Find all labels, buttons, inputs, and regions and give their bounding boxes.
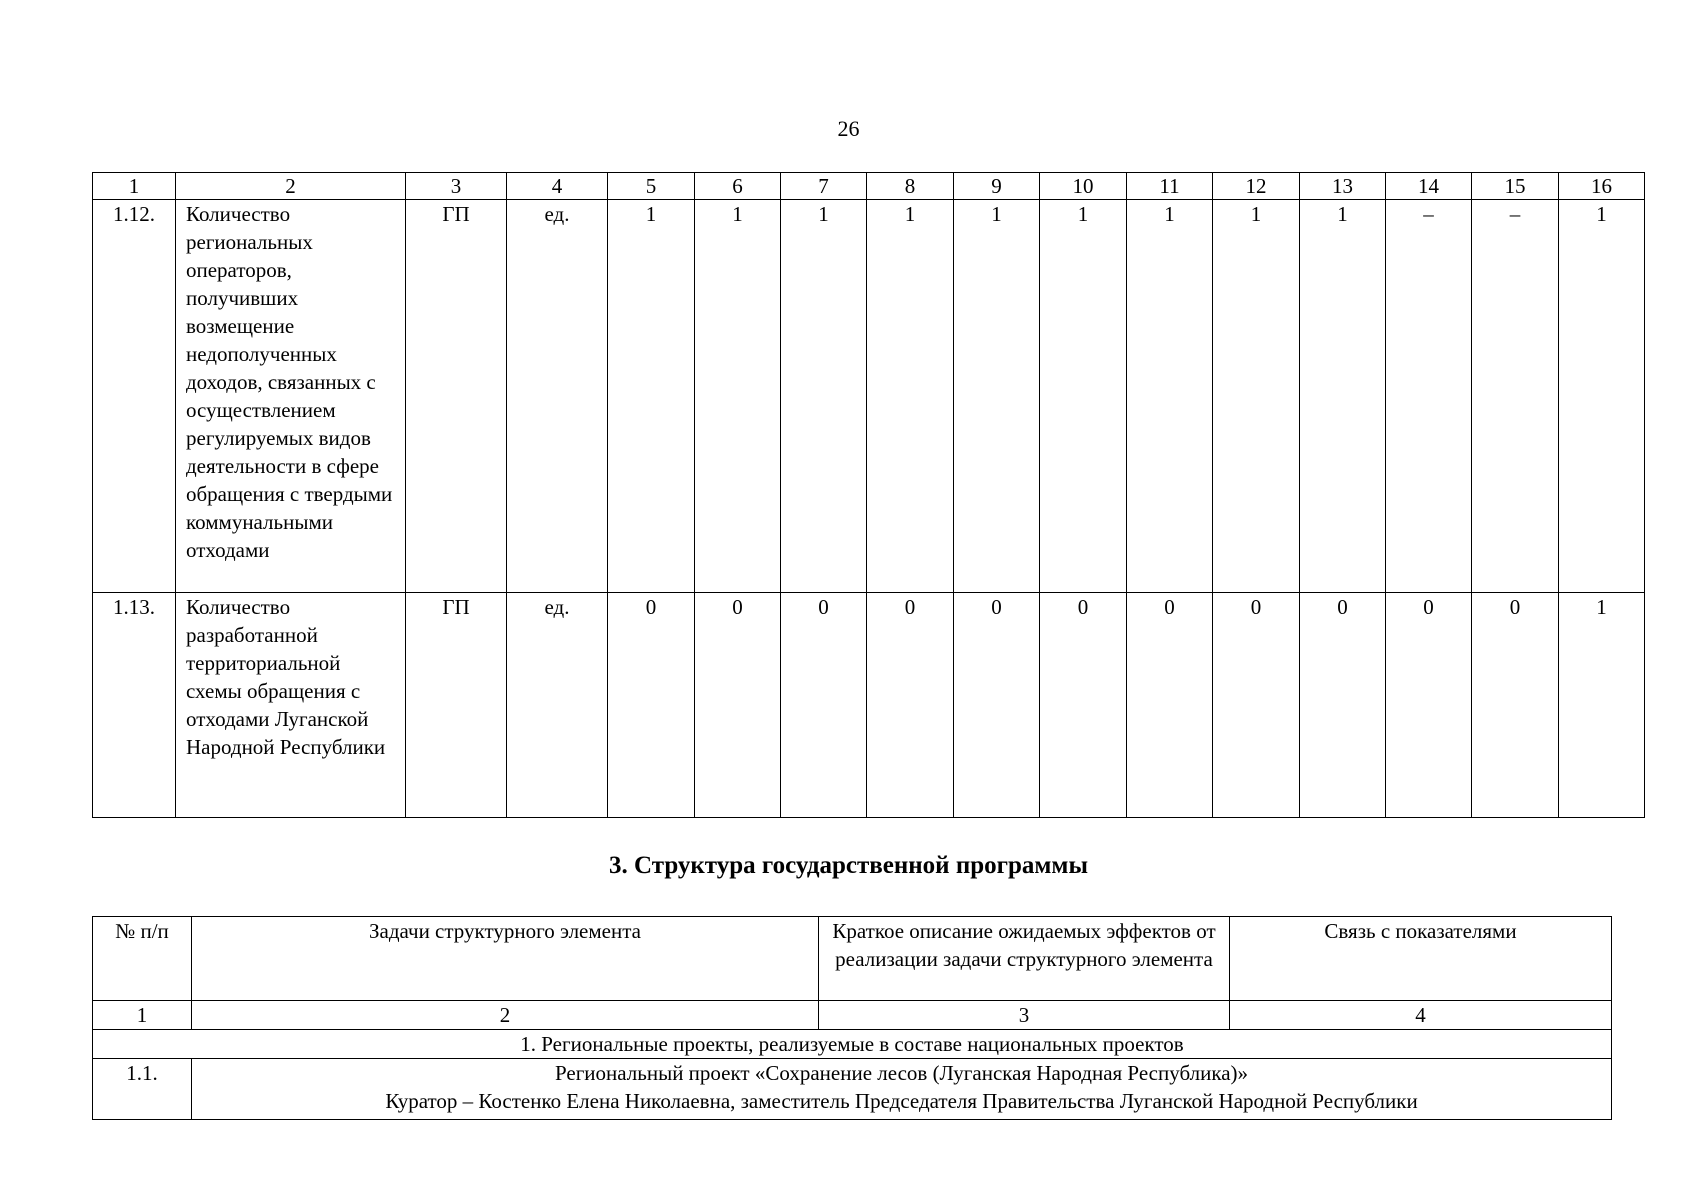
value-cell: 0 [1127, 593, 1213, 818]
header-cell: 10 [1040, 173, 1127, 200]
value-cell: 1 [1213, 200, 1300, 593]
row-number: 1.13. [93, 593, 176, 818]
section-title: 3. Структура государственной программы [609, 852, 1088, 879]
header-cell: 11 [1127, 173, 1213, 200]
structure-header-row [93, 917, 1612, 1001]
header-cell: 4 [507, 173, 608, 200]
header-cell: 14 [1386, 173, 1472, 200]
value-cell: 0 [1213, 593, 1300, 818]
indicator-level: ГП [406, 200, 507, 593]
value-cell: 1 [781, 200, 867, 593]
header-cell: 3 [406, 173, 507, 200]
table-row [93, 200, 1645, 593]
header-cell: 8 [867, 173, 954, 200]
header-cell: 13 [1300, 173, 1386, 200]
header-cell: 15 [1472, 173, 1559, 200]
value-cell: – [1386, 200, 1472, 593]
value-cell: 0 [1300, 593, 1386, 818]
header-cell: 12 [1213, 173, 1300, 200]
indicator-level: ГП [406, 593, 507, 818]
column-number: 2 [192, 1001, 819, 1030]
value-cell: 0 [1386, 593, 1472, 818]
project-description [192, 1059, 1612, 1120]
value-cell: 0 [608, 593, 695, 818]
value-cell: 1 [608, 200, 695, 593]
column-number: 4 [1230, 1001, 1612, 1030]
header-cell: 16 [1559, 173, 1645, 200]
value-cell: 1 [695, 200, 781, 593]
structure-section-row [93, 1030, 1612, 1059]
page-number: 26 [837, 116, 860, 141]
indicator-unit: ед. [507, 200, 608, 593]
value-cell: 1 [1040, 200, 1127, 593]
structure-project-row [93, 1059, 1612, 1120]
table-row [93, 593, 1645, 818]
value-cell: – [1472, 200, 1559, 593]
column-number: 3 [819, 1001, 1230, 1030]
value-cell: 1 [1559, 200, 1645, 593]
project-title: Региональный проект «Сохранение лесов (Луганская Народная Республика)» [554, 1061, 1249, 1085]
value-cell: 0 [1040, 593, 1127, 818]
structure-table [92, 916, 1612, 1120]
project-number: 1.1. [93, 1059, 192, 1120]
value-cell: 0 [867, 593, 954, 818]
header-cell: 2 [176, 173, 406, 200]
header-cell-effects: Краткое описание ожидаемых эффектов от реализации задачи структурного элемента [819, 917, 1230, 1001]
value-cell: 1 [867, 200, 954, 593]
value-cell: 1 [1127, 200, 1213, 593]
column-number: 1 [93, 1001, 192, 1030]
value-cell: 1 [954, 200, 1040, 593]
indicator-unit: ед. [507, 593, 608, 818]
header-cell: 9 [954, 173, 1040, 200]
row-number: 1.12. [93, 200, 176, 593]
header-cell: 6 [695, 173, 781, 200]
value-cell: 1 [1559, 593, 1645, 818]
header-cell-indicators-link: Связь с показателями [1230, 917, 1612, 1001]
header-cell: 1 [93, 173, 176, 200]
value-cell: 1 [1300, 200, 1386, 593]
project-curator: Куратор – Костенко Елена Николаевна, заместитель Председателя Правительства Луганской Народной Республики [385, 1089, 1418, 1113]
value-cell: 0 [695, 593, 781, 818]
header-cell-number: № п/п [93, 917, 192, 1001]
indicator-name: Количество региональных операторов, получивших возмещение недополученных доходов, связанных с осуществлением регулируемых видов деятельности в сфере обращения с твердыми коммунальными отходами [176, 200, 406, 593]
indicators-header-row [93, 173, 1645, 200]
indicator-name: Количество разработанной территориальной схемы обращения с отходами Луганской Народной Республики [176, 593, 406, 818]
indicators-table [92, 172, 1645, 818]
value-cell: 0 [781, 593, 867, 818]
structure-number-row [93, 1001, 1612, 1030]
header-cell: 7 [781, 173, 867, 200]
value-cell: 0 [1472, 593, 1559, 818]
value-cell: 0 [954, 593, 1040, 818]
header-cell-tasks: Задачи структурного элемента [192, 917, 819, 1001]
header-cell: 5 [608, 173, 695, 200]
section-heading: 1. Региональные проекты, реализуемые в составе национальных проектов [93, 1030, 1612, 1059]
